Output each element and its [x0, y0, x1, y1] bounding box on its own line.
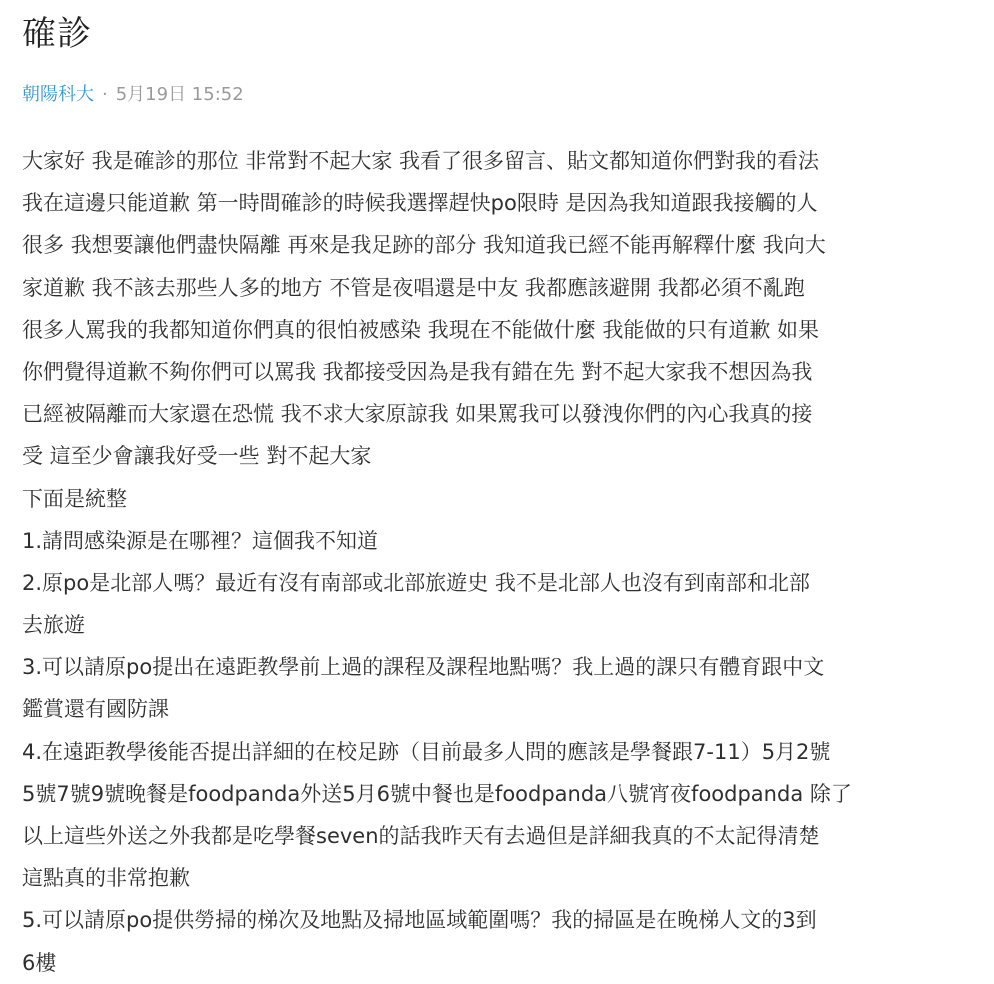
post-body-line: 去旅遊 [22, 613, 85, 638]
post-body-line: 2.原po是北部人嗎？最近有沒有南部或北部旅遊史 我不是北部人也沒有到南部和北部 [22, 570, 810, 595]
post-body-line: 下面是統整 [22, 486, 127, 511]
post-body [22, 140, 967, 984]
post-body-line: 大家好 我是確診的那位 非常對不起大家 我看了很多留言、貼文都知道你們對我的看法 [22, 149, 820, 173]
post-body-line: 很多人罵我的我都知道你們真的很怕被感染 我現在不能做什麼 我能做的只有道歉 如果 [22, 317, 820, 342]
post-body-line: 你們覺得道歉不夠你們可以罵我 我都接受因為是我有錯在先 對不起大家我不想因為我 [22, 359, 813, 384]
post-timestamp: 5月19日 15:52 [115, 84, 244, 105]
post-body-line: 以上這些外送之外我都是吃學餐seven的話我昨天有去過但是詳細我真的不太記得清楚 [22, 824, 820, 848]
post-body-line: 5.可以請原po提供勞掃的梯次及地點及掃地區域範圍嗎？我的掃區是在晚梯人文的3到 [22, 908, 817, 933]
post-body-line: 鑑賞還有國防課 [22, 697, 169, 722]
post-body-line: 很多 我想要讓他們盡快隔離 再來是我足跡的部分 我知道我已經不能再解釋什麼 我向大 [22, 233, 826, 258]
post-body-line: 家道歉 我不該去那些人多的地方 不管是夜唱還是中友 我都應該避開 我都必須不亂跑 [22, 275, 805, 300]
post-body-line: 受 這至少會讓我好受一些 對不起大家 [22, 444, 372, 469]
meta-separator: · [102, 84, 108, 105]
board-link[interactable]: 朝陽科大 [22, 84, 94, 105]
post-body-line: 我在這邊只能道歉 第一時間確診的時候我選擇趕快po限時 是因為我知道跟我接觸的人 [22, 191, 818, 216]
post-body-line: 6樓 [22, 950, 57, 975]
post-body-line: 3.可以請原po提出在遠距教學前上過的課程及課程地點嗎？我上過的課只有體育跟中文 [22, 655, 825, 680]
post-meta [22, 82, 244, 108]
post-body-line: 1.請問感染源是在哪裡？這個我不知道 [22, 528, 379, 553]
post-title: 確診 [22, 14, 92, 54]
post-body-line: 4.在遠距教學後能否提出詳細的在校足跡（目前最多人問的應該是學餐跟7-11）5月2號 [22, 739, 831, 764]
post-body-line: 這點真的非常抱歉 [22, 866, 190, 891]
post-body-line: 已經被隔離而大家還在恐慌 我不求大家原諒我 如果罵我可以發洩你們的內心我真的接 [22, 402, 813, 427]
post-body-line: 5號7號9號晚餐是foodpanda外送5月6號中餐也是foodpanda八號宵夜foodpanda 除了 [22, 781, 852, 806]
